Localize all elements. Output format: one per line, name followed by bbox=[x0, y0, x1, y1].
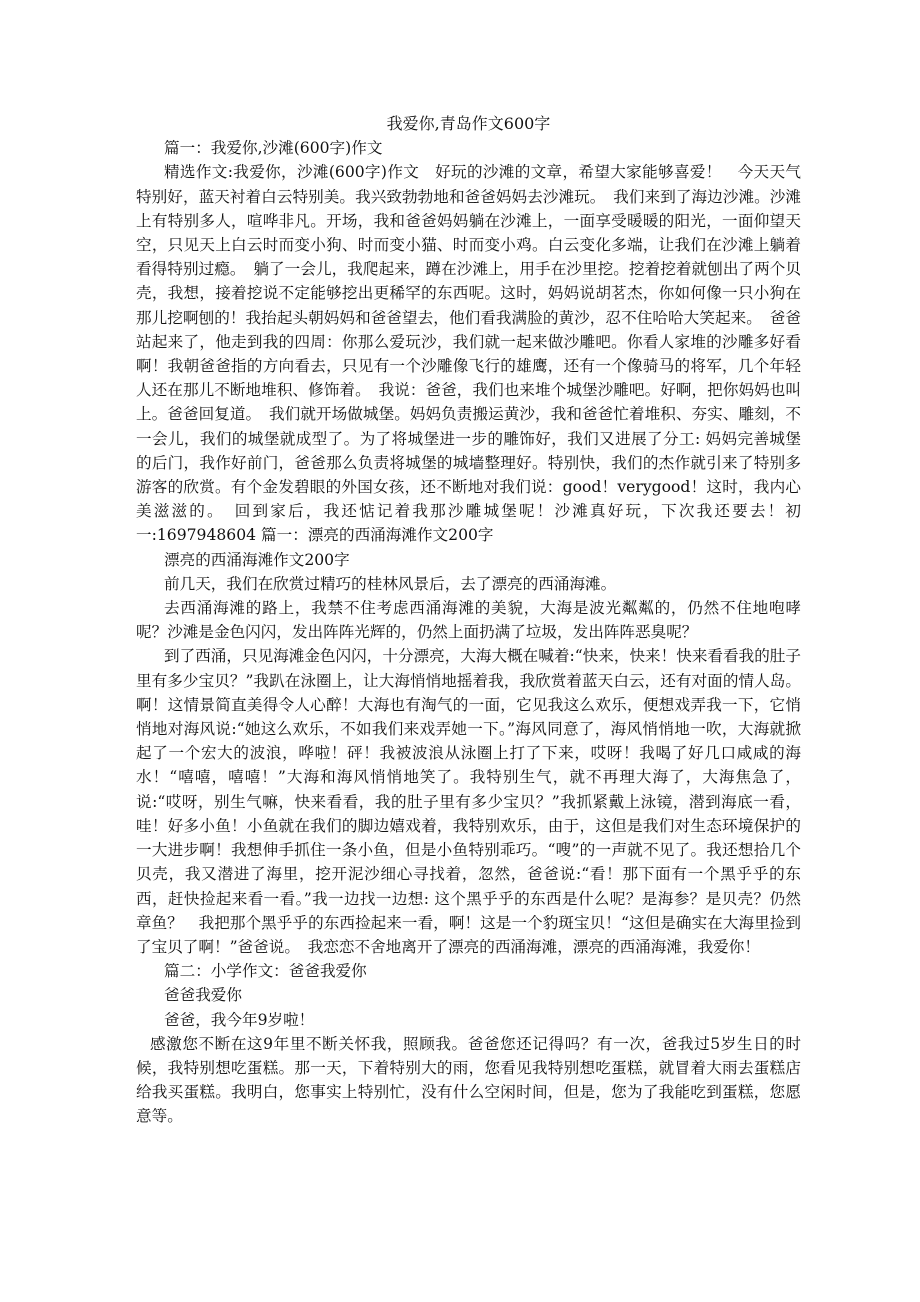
paragraph: 篇一：我爱你,沙滩(600字)作文 bbox=[164, 139, 383, 158]
paragraph: 精选作文:我爱你，沙滩(600字)作文 好玩的沙滩的文章，希望大家能够喜爱！ 今天天气特别好，蓝天衬着白云特别美。我兴致勃勃地和爸爸妈妈去沙滩玩。 我们来到了海边沙滩。沙滩上有特别多人，喧哗非凡。开场，我和爸爸妈妈躺在沙滩上，一面享受暖暖的阳光，一面仰望天空，只见天上白云时而变小狗、时而变小猫、时而变小鸡。白云变化多端，让我们在沙滩上躺着看得特别过瘾。 躺了一会儿，我爬起来，蹲在沙滩上，用手在沙里挖。挖着挖着就刨出了两个贝壳，我想，接着挖说不定能够挖出更稀罕的东西呢。这时，妈妈说胡茗杰，你如何像一只小狗在那儿挖啊刨的！我抬起头朝妈妈和爸爸望去，他们看我满脸的黄沙，忍不住哈哈大笑起来。 爸爸站起来了，他走到我的四周：你那么爱玩沙，我们就一起来做沙雕吧。你看人家堆的沙雕多好看啊！我朝爸爸指的方向看去，只见有一个沙雕像飞行的雄鹰，还有一个像骑马的将军，几个年轻人还在那儿不断地堆积、修饰着。 我说：爸爸，我们也来堆个城堡沙雕吧。好啊，把你妈妈也叫上。爸爸回复道。 我们就开场做城堡。妈妈负责搬运黄沙，我和爸爸忙着堆积、夯实、雕刻，不一会儿，我们的城堡就成型了。为了将城堡进一步的雕饰好，我们又进展了分工: 妈妈完善城堡的后门，我作好前门，爸爸那么负责将城堡的城墙整理好。特别快，我们的杰作就引来了特别多游客的欣赏。有个金发碧眼的外国女孩，还不断地对我们说：good！verygood！这时，我内心美滋滋的。 回到家后，我还惦记着我那沙雕城堡呢！沙滩真好玩，下次我还要去！初一:1697948604 篇一：漂亮的西涌海滩作文200字 bbox=[136, 163, 801, 545]
paragraph: 到了西涌，只见海滩金色闪闪，十分漂亮，大海大概在喊着:“快来，快来！快来看看我的肚子里有多少宝贝？”我趴在泳圈上，让大海悄悄地摇着我，我欣赏着蓝天白云，还有对面的情人岛。啊！这情景简直美得令人心醉！大海也有淘气的一面，它见我这么欢乐，便想戏弄我一下，它悄悄地对海风说:“她这么欢乐，不如我们来戏弄她一下。”海风同意了，海风悄悄地一吹，大海就掀起了一个宏大的波浪，哗啦！砰！我被波浪从泳圈上打了下来，哎呀！我喝了好几口咸咸的海水！“嘻嘻，嘻嘻！”大海和海风悄悄地笑了。我特别生气，就不再理大海了，大海焦急了，说:“哎呀，别生气嘛，快来看看，我的肚子里有多少宝贝？”我抓紧戴上泳镜，潜到海底一看，哇！好多小鱼！小鱼就在我们的脚边嬉戏着，我特别欢乐，由于，这但是我们对生态环境保护的一大进步啊！我想伸手抓住一条小鱼，但是小鱼特别乖巧。“嗖”的一声就不见了。我还想拾几个贝壳，我又潜进了海里，挖开泥沙细心寻找着，忽然，爸爸说:“看！那下面有一个黑乎乎的东西，赶快捡起来看一看。”我一边找一边想: 这个黑乎乎的东西是什么呢？是海参？是贝壳？仍然章鱼？ 我把那个黑乎乎的东西捡起来一看，啊！这是一个豹斑宝贝！“这但是确实在大海里捡到了宝贝了啊！”爸爸说。 我恋恋不舍地离开了漂亮的西涌海滩，漂亮的西涌海滩，我爱你！ bbox=[136, 647, 801, 956]
paragraph: 去西涌海滩的路上，我禁不住考虑西涌海滩的美貌，大海是波光粼粼的，仍然不住地咆哮呢？沙滩是金色闪闪，发出阵阵光辉的，仍然上面扔满了垃圾，发出阵阵恶臭呢？ bbox=[136, 599, 801, 642]
paragraph: 前几天，我们在欣赏过精巧的桂林风景后，去了漂亮的西涌海滩。 bbox=[164, 574, 617, 593]
document-title: 我爱你,青岛作文600字 bbox=[386, 114, 551, 133]
document-page bbox=[136, 112, 801, 1129]
paragraph: 漂亮的西涌海滩作文200字 bbox=[164, 550, 350, 569]
paragraph: 爸爸，我今年9岁啦！ bbox=[164, 1010, 315, 1029]
paragraph: 感激您不断在这9年里不断关怀我，照顾我。爸爸您还记得吗？有一次，爸我过5岁生日的时候，我特别想吃蛋糕。那一天，下着特别大的雨，您看见我特别想吃蛋糕，就冒着大雨去蛋糕店给我买蛋糕。我明白，您事实上特别忙，没有什么空闲时间，但是，您为了我能吃到蛋糕，您愿意等。 bbox=[136, 1034, 801, 1126]
document-body bbox=[136, 136, 801, 1128]
paragraph: 篇二：小学作文：爸爸我爱你 bbox=[164, 962, 367, 981]
paragraph: 爸爸我爱你 bbox=[164, 986, 242, 1005]
